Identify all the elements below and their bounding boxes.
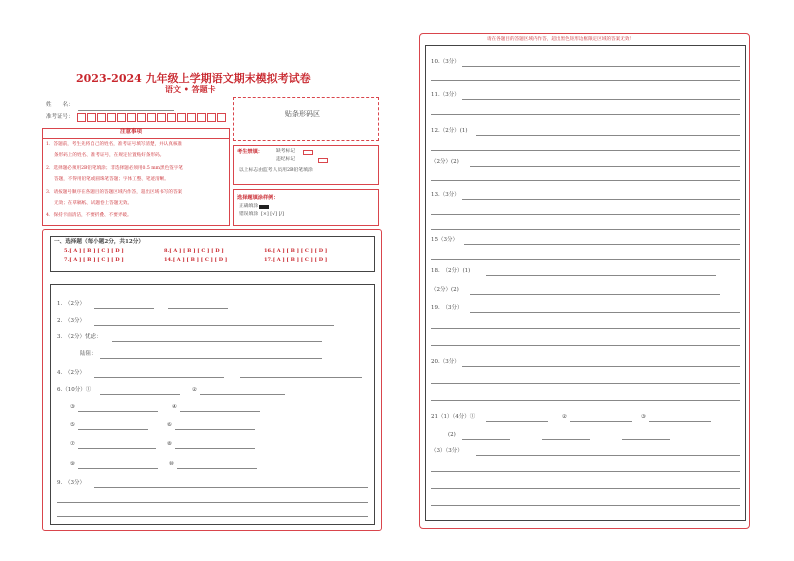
- question-2-label: 2. （3分）: [57, 318, 85, 324]
- question-18-1-label: 18. （2分）(1): [431, 268, 471, 274]
- answer-line[interactable]: [462, 99, 740, 100]
- question-9-label: 9. （3分）: [57, 480, 85, 486]
- answer-line[interactable]: [94, 308, 154, 309]
- student-id-label: 准考证号：: [46, 114, 74, 120]
- question-15-label: 15（3分）: [431, 237, 458, 243]
- student-id-cells[interactable]: [77, 113, 227, 123]
- choice-row[interactable]: 16.[ A ] [ B ] [ C ] [ D ]: [264, 248, 328, 254]
- name-field[interactable]: [78, 110, 174, 111]
- answer-line[interactable]: [94, 487, 368, 488]
- choice-row[interactable]: 14.[ A ] [ B ] [ C ] [ D ]: [164, 257, 228, 263]
- blank-index: ②: [192, 387, 197, 393]
- blank-index: ②: [562, 414, 567, 420]
- question-19-label: 19. （3分）: [431, 305, 463, 311]
- question-10-label: 10.（3分）: [431, 59, 460, 65]
- answer-line[interactable]: [431, 114, 740, 115]
- answer-line[interactable]: [470, 294, 720, 295]
- answer-line[interactable]: [431, 229, 740, 230]
- notice-line: 2．选择题必须用2B铅笔填涂；非选择题必须用0.5 mm黑色签字笔: [46, 166, 183, 171]
- notice-line: 4．保持卡面清洁，不要折叠、不要弄破。: [46, 213, 132, 218]
- answer-line[interactable]: [486, 275, 716, 276]
- question-6-label: 6.（10分）①: [57, 387, 92, 393]
- notice-line: 答题，不得用铅笔或圆珠笔答题；字体工整、笔迹清晰。: [54, 177, 169, 182]
- answer-line[interactable]: [431, 505, 740, 506]
- written-section-box: [50, 284, 375, 525]
- absent-mark-label: 缺考标记: [276, 149, 296, 154]
- answer-line[interactable]: [431, 345, 740, 346]
- wrong-fill-samples: [×] [√] [/]: [261, 212, 284, 217]
- question-4-label: 4. （2分）: [57, 370, 85, 376]
- answer-line[interactable]: [431, 150, 740, 151]
- question-1-label: 1. （2分）: [57, 301, 85, 307]
- prohibit-heading: 考生禁填：: [237, 149, 263, 155]
- question-20-label: 20.（3分）: [431, 359, 460, 365]
- question-3b-label: 陆阻：: [80, 351, 97, 357]
- blank-index: ④: [172, 404, 177, 410]
- barcode-area: [233, 97, 379, 141]
- answer-line[interactable]: [100, 394, 180, 395]
- blank-index: ⑨: [70, 461, 75, 467]
- answer-line[interactable]: [240, 377, 362, 378]
- question-21-3-label: （3）（3分）: [431, 448, 463, 454]
- answer-line[interactable]: [470, 312, 740, 313]
- answer-line[interactable]: [431, 80, 740, 81]
- answer-line[interactable]: [486, 421, 548, 422]
- wrong-fill-label: 错误填涂: [239, 212, 259, 217]
- answer-line[interactable]: [112, 341, 322, 342]
- notice-line: 条形码上的姓名、准考证号，在规定位置贴好条形码。: [54, 153, 165, 158]
- barcode-label: 贴条形码区: [285, 110, 320, 118]
- choice-row[interactable]: 17.[ A ] [ B ] [ C ] [ D ]: [264, 257, 328, 263]
- exam-subtitle: 语文 • 答题卡: [165, 84, 216, 94]
- absent-mark-box[interactable]: [303, 150, 313, 155]
- answer-line[interactable]: [476, 135, 740, 136]
- answer-line[interactable]: [78, 429, 148, 430]
- answer-line[interactable]: [431, 259, 740, 260]
- answer-line[interactable]: [431, 328, 740, 329]
- exam-title: 2023-2024 九年级上学期语文期末模拟考试卷: [76, 72, 311, 85]
- answer-line[interactable]: [470, 166, 740, 167]
- notice-line: 3．请按题号顺序在各题目的答题区域内作答，超出区域书写的答案: [46, 190, 183, 195]
- blank-index: ⑧: [167, 441, 172, 447]
- answer-line[interactable]: [476, 455, 740, 456]
- answer-line[interactable]: [57, 502, 368, 503]
- answer-line[interactable]: [180, 411, 260, 412]
- choice-row[interactable]: 5.[ A ] [ B ] [ C ] [ D ]: [64, 248, 124, 254]
- answer-line[interactable]: [200, 394, 285, 395]
- answer-line[interactable]: [78, 448, 156, 449]
- answer-line[interactable]: [78, 411, 158, 412]
- notice-line: 1．答题前，考生先将自己的姓名，准考证号填写清楚，并认真核准: [46, 142, 183, 147]
- answer-line[interactable]: [649, 421, 711, 422]
- written-section-right-box: [425, 45, 746, 521]
- choice-row[interactable]: 8.[ A ] [ B ] [ C ] [ D ]: [164, 248, 224, 254]
- blank-index: ⑥: [167, 422, 172, 428]
- answer-line[interactable]: [168, 308, 228, 309]
- answer-line[interactable]: [431, 471, 740, 472]
- question-21-1-label: 21（1）（4分）①: [431, 414, 476, 420]
- question-12-1-label: 12.（2分）(1): [431, 128, 468, 134]
- notice-heading: 注意事项: [120, 129, 143, 135]
- answer-line[interactable]: [462, 66, 740, 67]
- prohibit-note: 以上标志由监考人员用2B铅笔填涂: [239, 168, 313, 173]
- question-18-2-label: （2分）(2): [431, 287, 459, 293]
- answer-line[interactable]: [177, 468, 257, 469]
- question-13-label: 13.（3分）: [431, 192, 460, 198]
- blank-index: ⑤: [70, 422, 75, 428]
- answer-line[interactable]: [464, 244, 740, 245]
- blank-index: ③: [70, 404, 75, 410]
- correct-fill-sample: [259, 205, 269, 209]
- answer-line[interactable]: [78, 468, 158, 469]
- answer-line[interactable]: [431, 400, 740, 401]
- answer-line[interactable]: [622, 439, 670, 440]
- answer-line[interactable]: [100, 358, 322, 359]
- name-label: 姓 名：: [46, 102, 74, 108]
- answer-line[interactable]: [175, 448, 255, 449]
- question-11-label: 11.（3分）: [431, 92, 460, 98]
- blank-index: ③: [641, 414, 646, 420]
- violation-mark-label: 违纪标记: [276, 157, 296, 162]
- answer-line[interactable]: [462, 366, 740, 367]
- correct-fill-label: 正确填涂: [239, 204, 259, 209]
- answer-line[interactable]: [94, 377, 224, 378]
- answer-line[interactable]: [542, 439, 590, 440]
- answer-line[interactable]: [94, 325, 334, 326]
- choice-row[interactable]: 7.[ A ] [ B ] [ C ] [ D ]: [64, 257, 124, 263]
- answer-line[interactable]: [175, 429, 255, 430]
- blank-index: ⑩: [169, 461, 174, 467]
- answer-line[interactable]: [57, 516, 368, 517]
- answer-line[interactable]: [462, 199, 740, 200]
- violation-mark-box[interactable]: [318, 158, 328, 163]
- answer-line[interactable]: [431, 214, 740, 215]
- answer-line[interactable]: [570, 421, 632, 422]
- question-21-2-label: (2): [448, 432, 456, 438]
- question-3-label: 3. （2分）忧虑：: [57, 334, 102, 340]
- answer-line[interactable]: [462, 439, 510, 440]
- answer-line[interactable]: [431, 383, 740, 384]
- blank-index: ⑦: [70, 441, 75, 447]
- choice-section-heading: 一、选择题（每小题2分，共12分）: [54, 239, 144, 245]
- answer-line[interactable]: [431, 180, 740, 181]
- fill-sample-heading: 选择题填涂样例：: [237, 195, 279, 201]
- answer-line[interactable]: [431, 488, 740, 489]
- out-of-bounds-warning: 请在各题目的答题区域内作答，超出黑色矩形边框限定区域的答案无效！: [487, 37, 635, 42]
- question-12-2-label: （2分）(2): [431, 159, 459, 165]
- notice-line: 无效；在草稿纸、试题卷上答题无效。: [54, 201, 133, 206]
